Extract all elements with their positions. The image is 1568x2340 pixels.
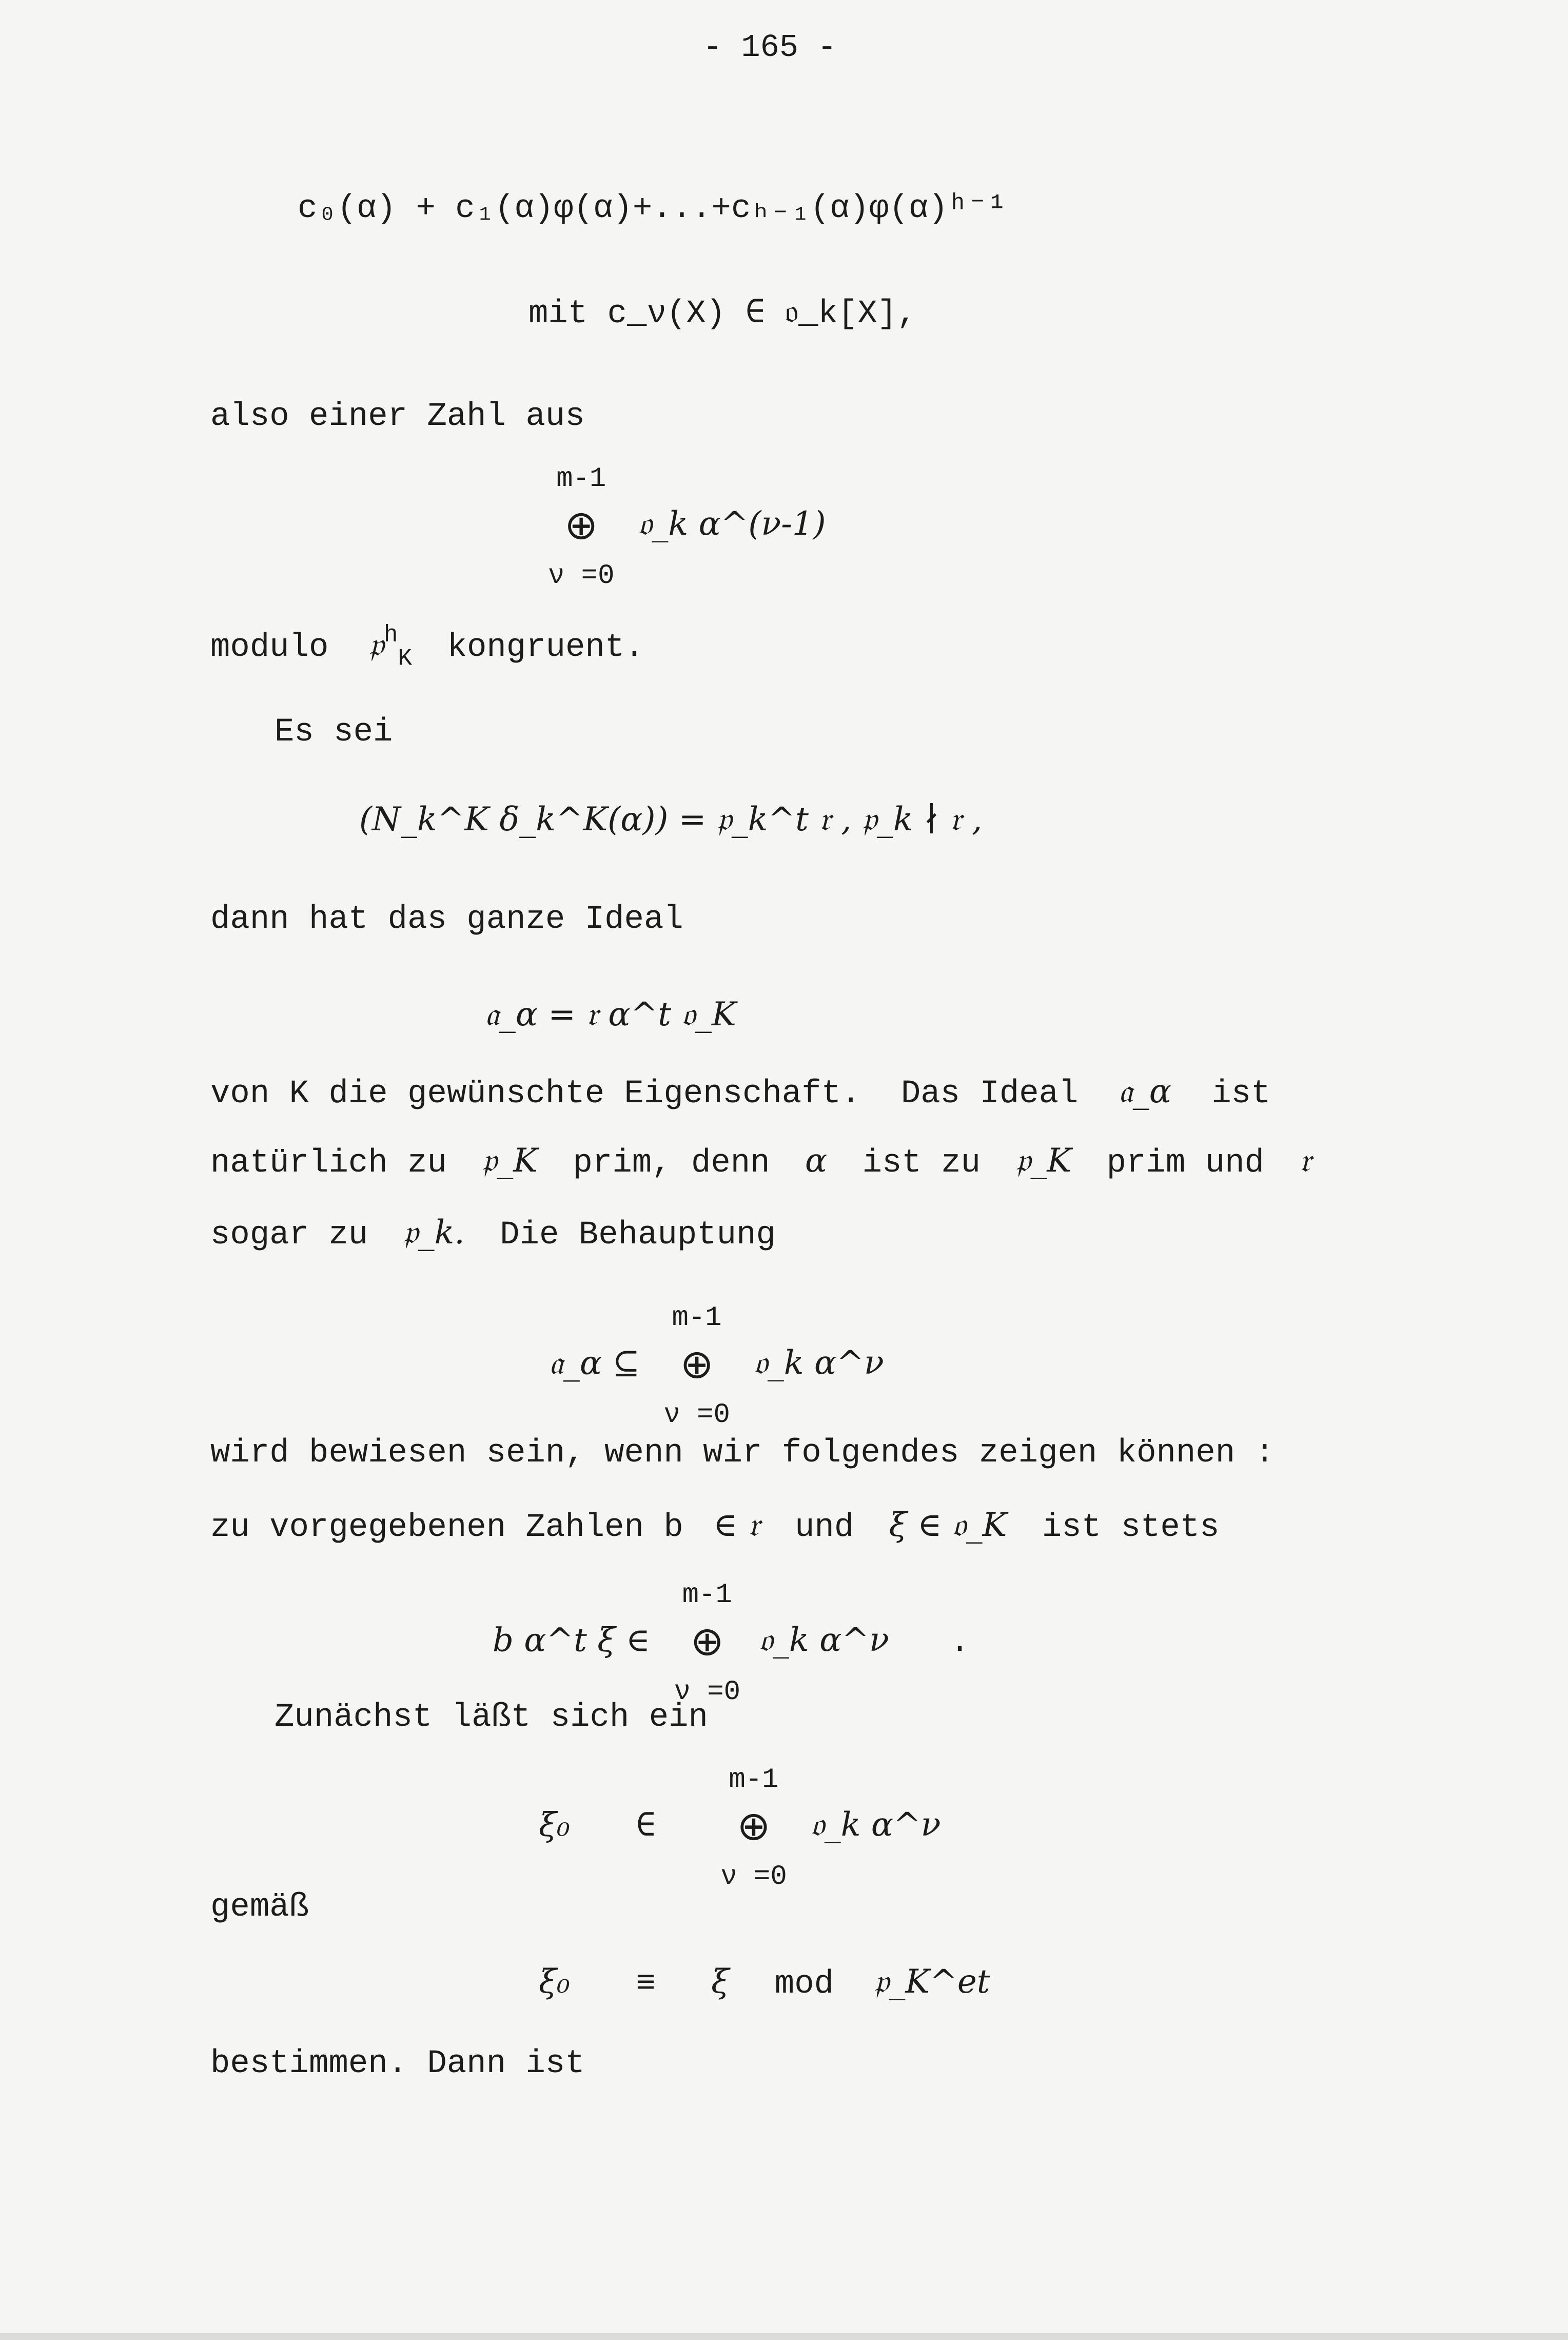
text-15a: zu vorgegebenen Zahlen b — [210, 1509, 683, 1546]
direct-sum-operator — [663, 1302, 730, 1431]
prime-subscript: K — [398, 645, 413, 672]
formula-membership — [493, 1580, 970, 1708]
direct-sum-operator — [720, 1764, 787, 1893]
prime-ideal: 𝔭 — [368, 626, 384, 664]
membership-lhs: b α^t ξ ∈ — [493, 1621, 651, 1660]
sum-upper-limit: m-1 — [682, 1580, 732, 1611]
sum-lower-limit: ν =0 — [674, 1676, 741, 1708]
sum-term: 𝔬_k α^ν — [759, 1621, 889, 1660]
text-line-6: Es sei — [275, 714, 393, 751]
text-12c: Die Behauptung — [500, 1217, 776, 1254]
text-line-5 — [210, 621, 644, 672]
sum-upper-limit: m-1 — [672, 1302, 722, 1334]
text-line-17: Zunächst läßt sich ein — [275, 1699, 708, 1736]
sum-lower-limit: ν =0 — [547, 560, 615, 592]
text-10a: von K die gewünschte Eigenschaft. — [210, 1076, 861, 1113]
prime-exponent: h — [383, 621, 398, 649]
xi-zero: ξ₀ — [539, 1963, 570, 2001]
direct-sum-operator — [674, 1580, 741, 1708]
formula-norm: (N_k^K δ_k^K(α)) = 𝔭_k^t 𝔯 , 𝔭_k ∤ 𝔯 , — [359, 801, 983, 839]
prime-k-1: 𝔭_K — [482, 1142, 538, 1180]
prime-power: 𝔭_K^et — [874, 1963, 990, 2001]
text-line-21: bestimmen. Dann ist — [210, 2045, 585, 2082]
text-line-14: wird bewiesen sein, wenn wir folgendes zeigen können : — [210, 1435, 1275, 1472]
formula-congruence — [539, 1965, 990, 2001]
formula-period: . — [950, 1624, 970, 1662]
oplus-icon: ⊕ — [564, 502, 598, 549]
text-line-11 — [210, 1144, 1311, 1180]
element-symbol: ∈ — [636, 1809, 656, 1846]
xi-zero: ξ₀ — [539, 1806, 570, 1844]
alpha-symbol: α — [805, 1142, 828, 1180]
sum-term: 𝔬_k α^ν — [754, 1344, 884, 1382]
text-11a: natürlich zu — [210, 1145, 447, 1182]
sum-term: 𝔬_k α^(ν-1) — [638, 505, 826, 543]
prime-k-2: 𝔭_K — [1015, 1142, 1072, 1180]
oplus-icon: ⊕ — [680, 1341, 714, 1388]
element-of-r: ∈ 𝔯 — [713, 1506, 760, 1544]
xi-in-oK: ξ ∈ 𝔬_K — [889, 1506, 1007, 1544]
text-11e: ist zu — [862, 1145, 981, 1182]
kongruent-word: kongruent. — [447, 629, 644, 666]
text-10b: Das Ideal — [900, 1076, 1079, 1113]
sum-lower-limit: ν =0 — [663, 1399, 730, 1431]
sum-upper-limit: m-1 — [729, 1764, 779, 1796]
sum-lower-limit: ν =0 — [720, 1861, 787, 1893]
text-line-19: gemäß — [210, 1889, 309, 1926]
sum-term: 𝔬_k α^ν — [811, 1806, 941, 1844]
formula-polynomial: c₀(α) + c₁(α)φ(α)+...+cₕ₋₁(α)φ(α)ʰ⁻¹ — [298, 190, 1007, 227]
formula-xi0 — [539, 1764, 941, 1893]
text-15c: und — [795, 1509, 854, 1546]
sum-upper-limit: m-1 — [556, 463, 606, 495]
text-line-8: dann hat das ganze Ideal — [210, 901, 683, 938]
page-bottom-edge — [0, 2333, 1568, 2340]
formula-direct-sum-1 — [547, 463, 826, 592]
text-11c: prim, denn — [573, 1145, 770, 1182]
inclusion-lhs: 𝔞_α ⊆ — [549, 1344, 640, 1382]
prime-small-k: 𝔭_k. — [403, 1214, 465, 1252]
text-line-3: also einer Zahl aus — [210, 398, 585, 435]
text-11g: prim und — [1106, 1145, 1264, 1182]
mod-word: mod — [774, 1966, 834, 2003]
text-line-15 — [210, 1506, 1220, 1546]
text-10d: ist — [1211, 1076, 1271, 1113]
text-line-10 — [210, 1072, 1271, 1113]
text-line-12 — [210, 1216, 776, 1252]
ideal-r: 𝔯 — [1299, 1142, 1311, 1180]
oplus-icon: ⊕ — [690, 1619, 724, 1665]
formula-coefficients: mit c_ν(X) ∈ 𝔬_k[X], — [528, 296, 917, 333]
formula-ideal: 𝔞_α = 𝔯 α^t 𝔬_K — [485, 996, 736, 1034]
text-15e: ist stets — [1042, 1509, 1220, 1546]
congruent-symbol: ≡ — [636, 1966, 656, 2003]
text-12a: sogar zu — [210, 1217, 368, 1254]
modulo-word: modulo — [210, 629, 329, 666]
formula-inclusion — [549, 1302, 884, 1431]
ideal-symbol: 𝔞_α — [1118, 1072, 1171, 1110]
xi: ξ — [711, 1963, 730, 2001]
page-number: - 165 - — [703, 29, 837, 66]
direct-sum-operator — [547, 463, 615, 592]
oplus-icon: ⊕ — [737, 1803, 771, 1849]
